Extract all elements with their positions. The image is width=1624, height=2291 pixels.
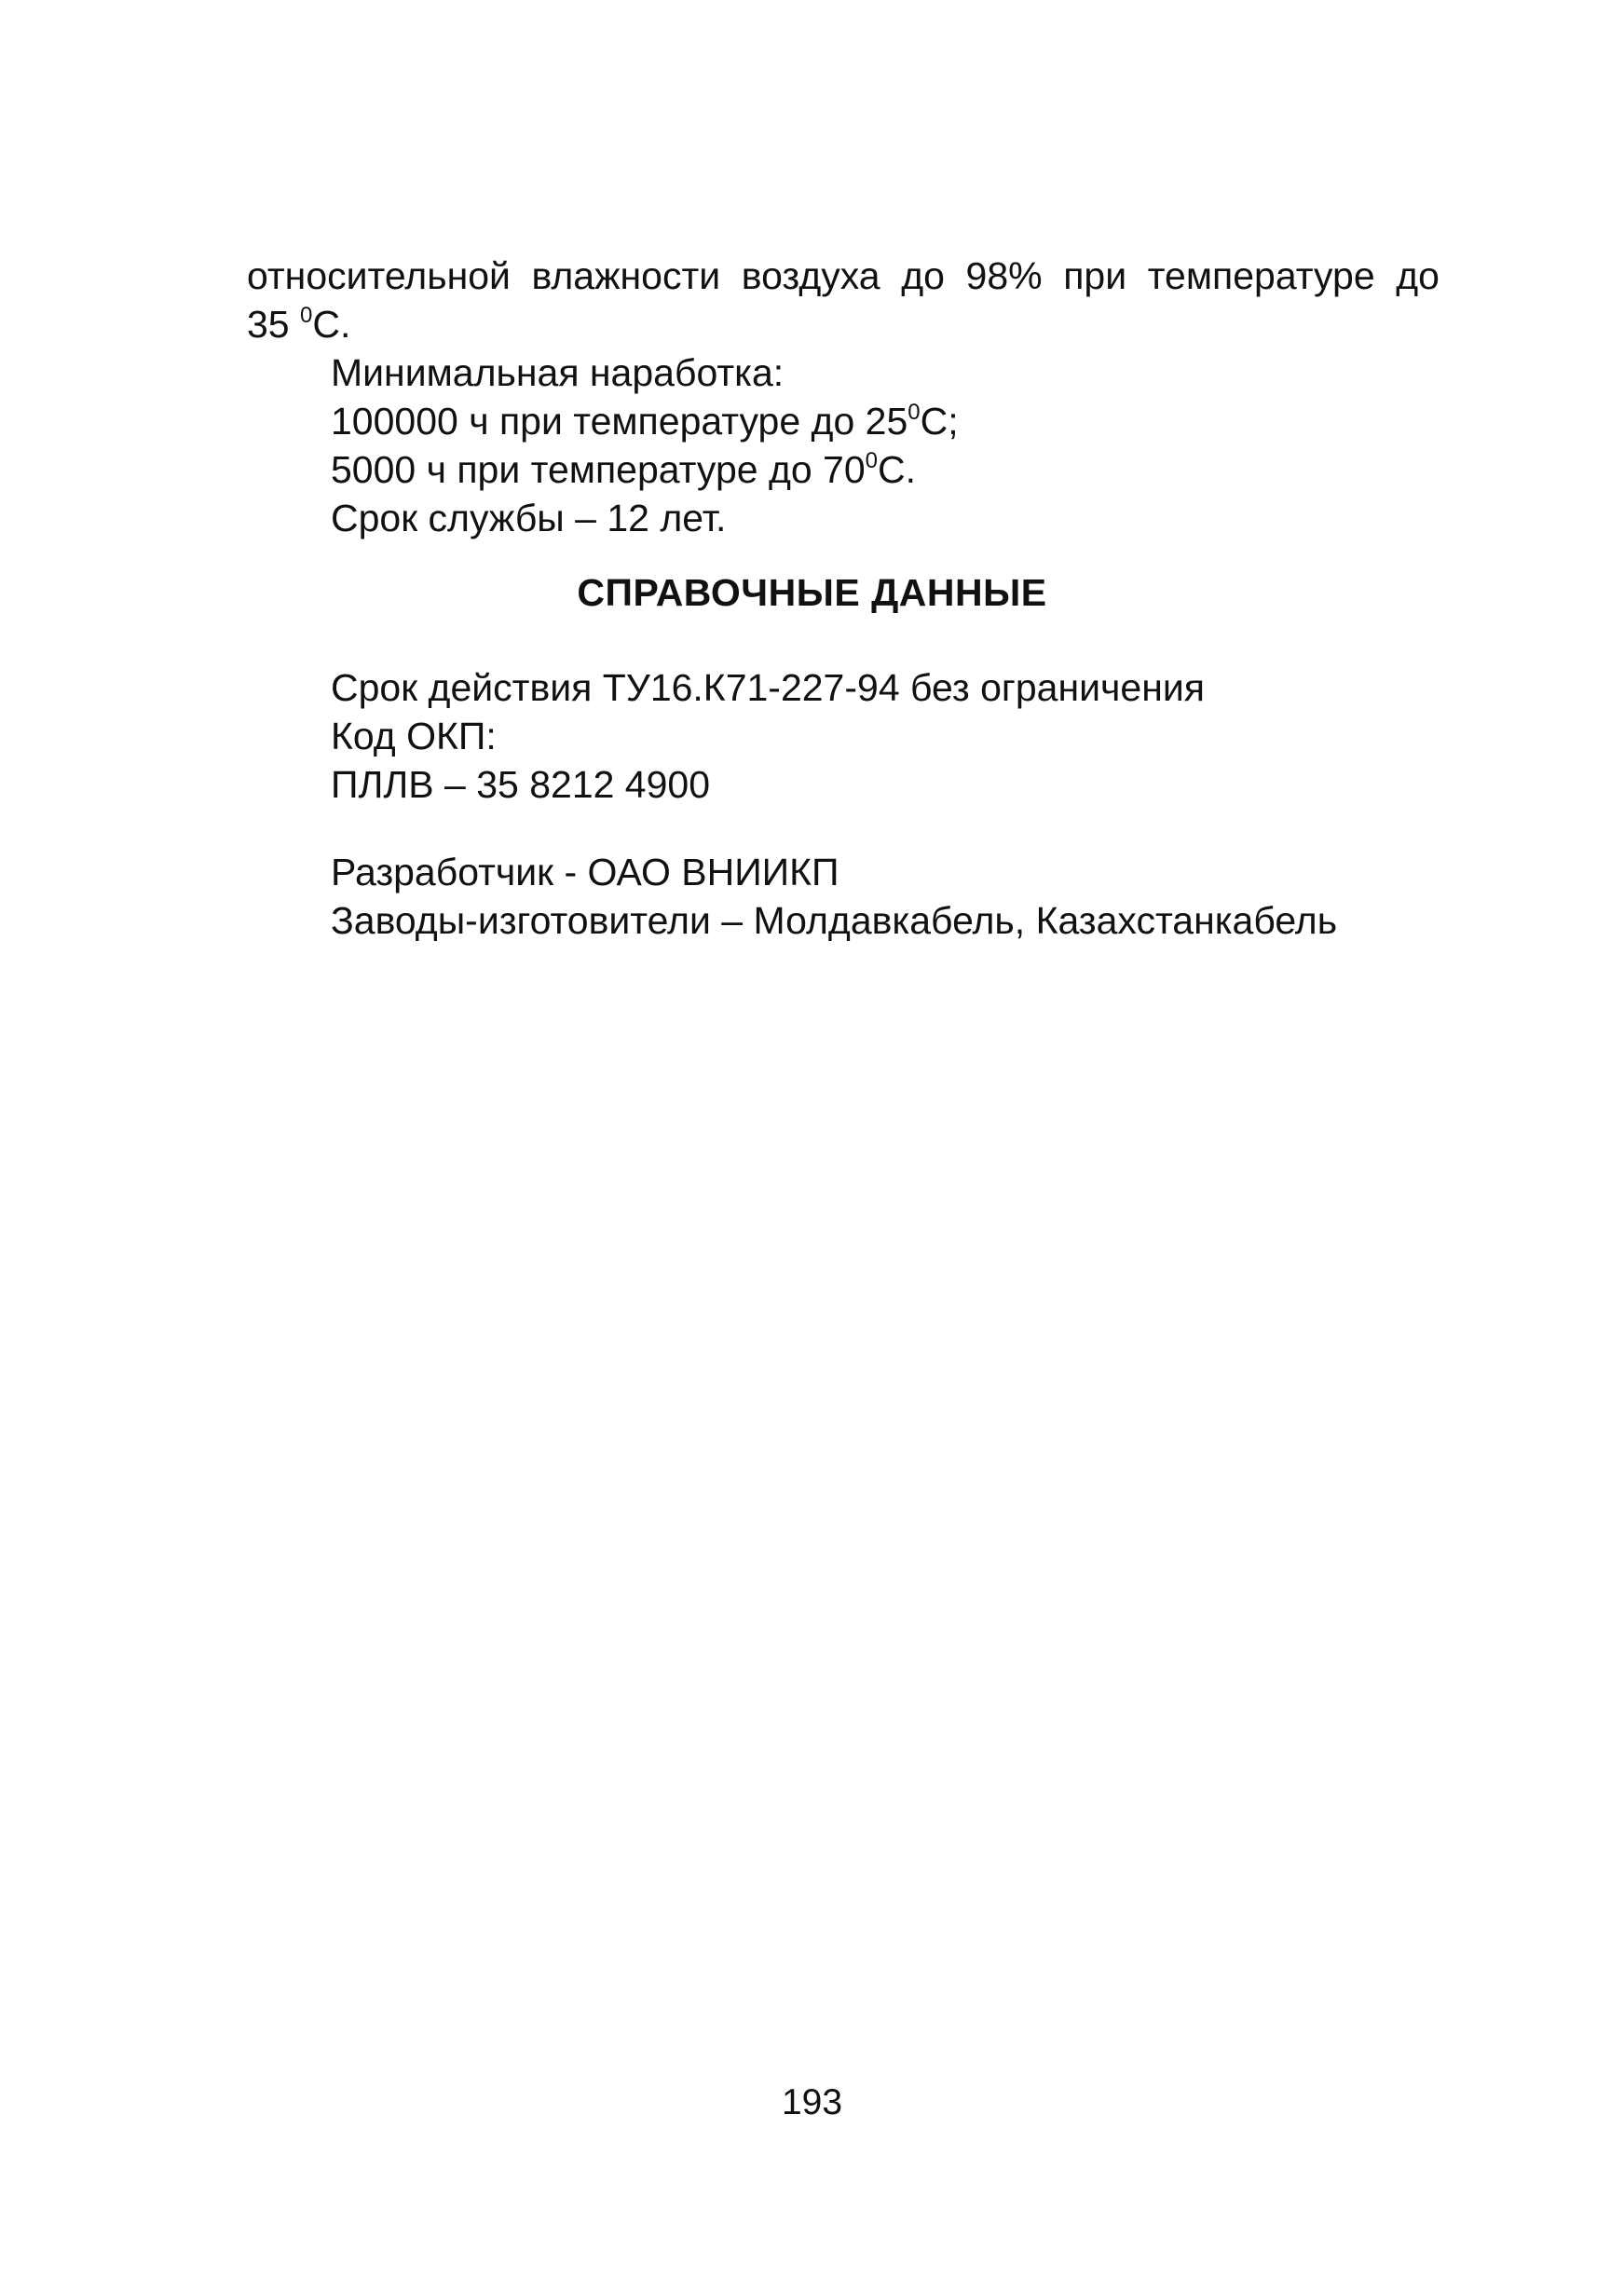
operating-item-2 <box>331 445 959 494</box>
intro-word: относительной <box>247 254 511 297</box>
operating-item-2-suffix: С. <box>878 448 917 491</box>
manufacturers-line: Заводы-изготовители – Молдавкабель, Казахстанкабель <box>331 899 1338 942</box>
operating-section <box>331 348 959 542</box>
intro-line-2-prefix: 35 <box>247 303 300 346</box>
operating-item-2-prefix: 5000 ч при температуре до 70 <box>331 448 866 491</box>
operating-item-1 <box>331 397 959 445</box>
intro-line-1 <box>247 252 1440 300</box>
degree-mark: 0 <box>300 303 313 328</box>
intro-word: воздуха <box>741 254 880 297</box>
operating-item-1-suffix: С; <box>920 400 959 443</box>
degree-mark: 0 <box>908 400 921 425</box>
developer-line: Разработчик - ОАО ВНИИКП <box>331 851 839 893</box>
operating-title: Минимальная наработка: <box>331 351 785 394</box>
makers-section <box>331 848 1337 945</box>
intro-line-2-suffix: С. <box>312 303 351 346</box>
page-number: 193 <box>781 2082 843 2122</box>
intro-word: влажности <box>531 254 721 297</box>
okp-value: ПЛЛВ – 35 8212 4900 <box>331 763 711 806</box>
intro-word: температуре <box>1147 254 1375 297</box>
intro-line-2 <box>247 300 1440 348</box>
intro-word: 98% <box>965 254 1043 297</box>
intro-word: до <box>901 254 945 297</box>
okp-label: Код ОКП: <box>331 715 497 757</box>
degree-mark: 0 <box>865 448 879 473</box>
validity-line: Срок действия ТУ16.К71-227-94 без ограничения <box>331 666 1205 709</box>
section-heading: СПРАВОЧНЫЕ ДАННЫЕ <box>577 571 1047 614</box>
reference-section <box>331 663 1205 809</box>
service-life: Срок службы – 12 лет. <box>331 497 727 539</box>
operating-item-1-prefix: 100000 ч при температуре до 25 <box>331 400 908 443</box>
intro-paragraph <box>247 252 1440 348</box>
intro-word: при <box>1063 254 1127 297</box>
intro-word: до <box>1396 254 1440 297</box>
